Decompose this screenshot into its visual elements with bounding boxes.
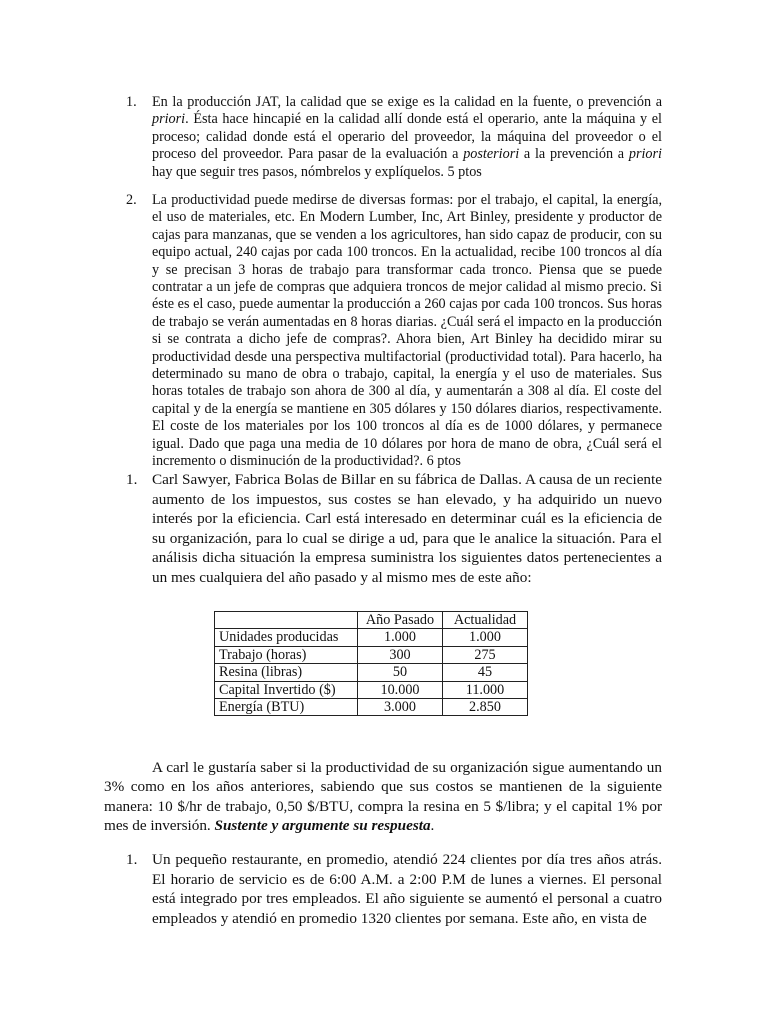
table-cell: 11.000 bbox=[443, 681, 528, 698]
question-number: 1. bbox=[126, 851, 138, 868]
table-cell: 3.000 bbox=[358, 699, 443, 716]
table-cell: 50 bbox=[358, 664, 443, 681]
question-number: 1. bbox=[126, 471, 138, 488]
table-cell: Unidades producidas bbox=[215, 629, 358, 646]
table-cell: 1.000 bbox=[358, 629, 443, 646]
table-cell: Resina (libras) bbox=[215, 664, 358, 681]
italic-term: priori bbox=[628, 146, 662, 163]
question-number: 1. bbox=[126, 94, 137, 110]
table-cell: Energía (BTU) bbox=[215, 699, 358, 716]
question-text: La productividad puede medirse de diversas formas: por el trabajo, el capital, la energía, el uso de materiales, etc. En Modern Lumber, Inc, Art Binley, presidente y productor de cajas para manzanas, que se venden a los agricultores, han sido capaz de producir, con su equipo actual, 240 cajas por cada 100 troncos. En la actualidad, recibe 100 troncos al día y se precisan 3 horas de trabajo para transformar cada tronco. Piensa que se puede contratar a un jefe de compras que adquiera troncos de mejor calidad al mismo precio. Si éste es el caso, puede aumentar la producción a 260 cajas por cada 100 troncos. Sus horas de trabajo se verán aumentadas en 8 horas diarias. ¿Cuál será el impacto en la producción si se contrata a dicho jefe de compras?. Ahora bien, Art Binley ha decidido mirar su productividad desde una perspectiva multifactorial (productividad total). Para hacerlo, ha determinado su mano de obra o trabajo, capital, la energía y el uso de materiales. Sus horas totales de trabajo son ahora de 300 al día, y aumentarán a 308 al día. El coste del capital y de la energía se mantiene en 305 dólares y 150 dólares diarios, respectivamente. El coste de los materiales por los 100 troncos al día es de 1000 dólares, y permanece igual. Dado que paga una media de 10 dólares por hora de mano de obra, ¿Cuál será el incremento o disminución de la productividad?. 6 ptos bbox=[152, 192, 662, 470]
table-header-cell bbox=[215, 612, 358, 629]
body-paragraph: A carl le gustaría saber si la productividad de su organización sigue aumentando un 3% como en los años anteriores, sabiendo que sus costos se mantienen de la siguiente manera: 10 $/hr de trabajo, 0,50 $/BTU, compra la resina en 5 $/libra; y el capital 1% por mes de inversión. Sustente y argumente su respuesta. bbox=[104, 759, 662, 835]
table-row bbox=[215, 681, 528, 698]
table-cell: 2.850 bbox=[443, 699, 528, 716]
italic-term: posteriori bbox=[463, 146, 520, 163]
question-1 bbox=[126, 94, 662, 184]
question-4 bbox=[126, 850, 662, 950]
italic-term: priori bbox=[152, 111, 186, 128]
table-cell: Trabajo (horas) bbox=[215, 646, 358, 663]
question-number: 2. bbox=[126, 192, 137, 208]
table-cell: 275 bbox=[443, 646, 528, 663]
table-header-row bbox=[215, 612, 528, 629]
table-cell: 45 bbox=[443, 664, 528, 681]
emphasis-text: Sustente y argumente su respuesta bbox=[214, 817, 431, 835]
table-row bbox=[215, 664, 528, 681]
table-row bbox=[215, 646, 528, 663]
question-3 bbox=[126, 470, 662, 590]
table-cell: Capital Invertido ($) bbox=[215, 681, 358, 698]
table-header-cell: Año Pasado bbox=[358, 612, 443, 629]
question-2 bbox=[126, 192, 662, 470]
question-text: Carl Sawyer, Fabrica Bolas de Billar en su fábrica de Dallas. A causa de un reciente aumento de los impuestos, sus costes se han elevado, y ha adquirido un nuevo interés por la eficiencia. Carl está interesado en determinar cuál es la eficiencia de su organización, para lo cual se dirige a ud, para que le analice la situación. Para el análisis dicha situación la empresa suministra los siguientes datos pertenecientes a un mes cualquiera del año pasado y al mismo mes de este año: bbox=[152, 471, 662, 586]
table-cell: 1.000 bbox=[443, 629, 528, 646]
table-header-cell: Actualidad bbox=[443, 612, 528, 629]
question-text: Un pequeño restaurante, en promedio, atendió 224 clientes por día tres años atrás. El horario de servicio es de 6:00 A.M. a 2:00 P.M de lunes a viernes. El personal está integrado por tres empleados. El año siguiente se aumentó el personal a cuatro empleados y atendió en promedio 1320 clientes por semana. Este año, en vista de bbox=[152, 851, 662, 927]
table-cell: 10.000 bbox=[358, 681, 443, 698]
table-row bbox=[215, 699, 528, 716]
table-cell: 300 bbox=[358, 646, 443, 663]
data-table bbox=[214, 611, 528, 716]
question-text: En la producción JAT, la calidad que se exige es la calidad en la fuente, o prevención a priori. Ésta hace hincapié en la calidad allí donde está el operario, ante la máquina y el proceso; calidad donde está el operario del proveedor, la máquina del proveedor o el proceso del proveedor. Para pasar de la evaluación a posteriori a la prevención a priori hay que seguir tres pasos, nómbrelos y explíquelos. 5 ptos bbox=[152, 94, 662, 180]
table-row bbox=[215, 629, 528, 646]
